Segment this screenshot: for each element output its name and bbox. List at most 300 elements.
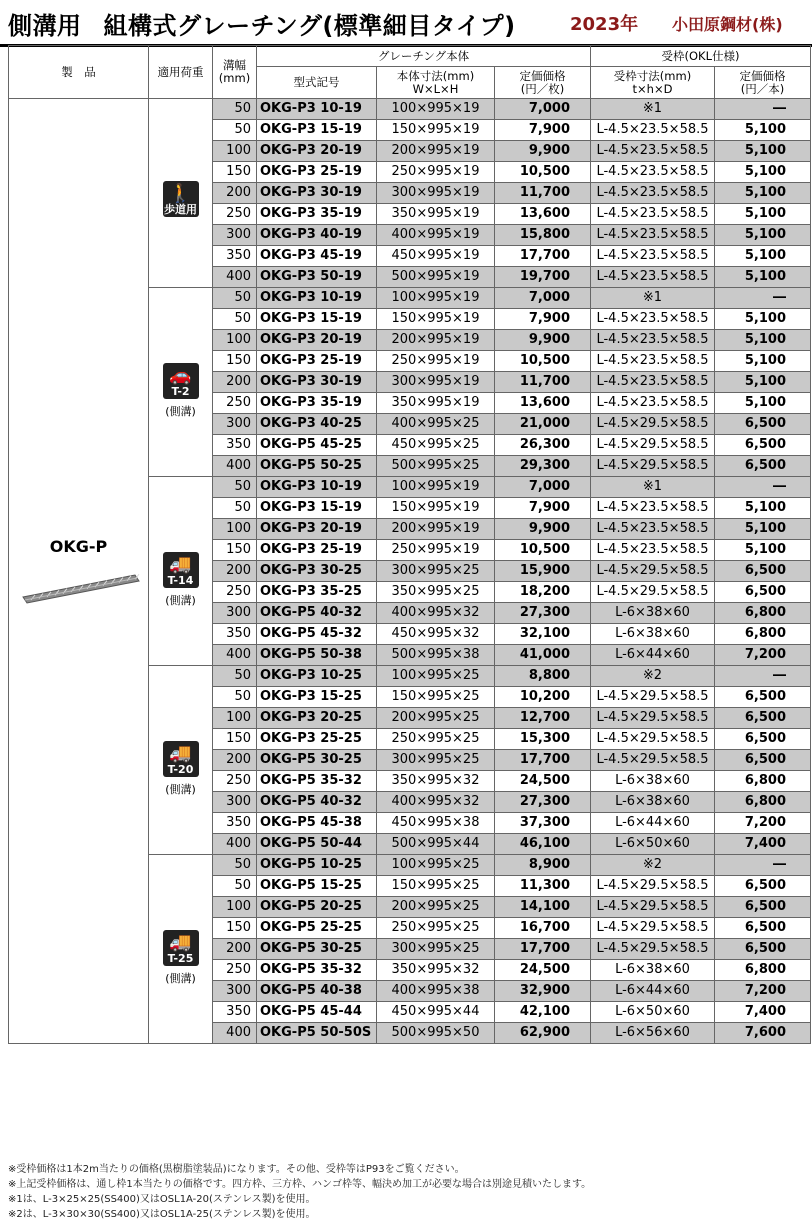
frame-price: 6,500 [715,435,811,456]
load-class-label: T-20 [167,763,194,776]
body-price: 9,900 [495,330,591,351]
frame-price: 5,100 [715,498,811,519]
frame-dimensions: L-4.5×23.5×58.5 [591,330,715,351]
truck-icon: 🚚 T-25 [163,930,199,966]
model-code: OKG-P3 25-19 [257,540,377,561]
channel-width: 200 [213,939,257,960]
channel-width: 200 [213,372,257,393]
channel-width: 100 [213,897,257,918]
model-code: OKG-P3 35-25 [257,582,377,603]
frame-price: 7,400 [715,834,811,855]
body-dimensions: 300×995×19 [377,183,495,204]
model-code: OKG-P3 30-19 [257,183,377,204]
model-code: OKG-P5 40-32 [257,603,377,624]
title-part-1: 側溝用 [8,12,82,40]
body-dimensions: 350×995×25 [377,582,495,603]
frame-price: 6,500 [715,897,811,918]
channel-width: 400 [213,645,257,666]
frame-dimensions: ※2 [591,855,715,876]
frame-price: ― [715,477,811,498]
body-dimensions: 350×995×19 [377,393,495,414]
frame-dimensions: L-6×56×60 [591,1023,715,1044]
frame-dimensions: L-4.5×23.5×58.5 [591,183,715,204]
frame-dimensions: L-4.5×23.5×58.5 [591,309,715,330]
frame-price: 6,500 [715,687,811,708]
channel-width: 50 [213,120,257,141]
load-class-sub: (側溝) [165,594,196,607]
frame-dimensions: L-4.5×29.5×58.5 [591,687,715,708]
model-code: OKG-P5 30-25 [257,939,377,960]
title-part-2: 組構式グレーチング(標準細目タイプ) [103,12,516,40]
body-price: 12,700 [495,708,591,729]
frame-dimensions: L-4.5×23.5×58.5 [591,498,715,519]
body-dimensions: 450×995×38 [377,813,495,834]
header-grating-group: グレーチング本体 [257,46,591,67]
body-dimensions: 150×995×19 [377,120,495,141]
body-dimensions: 250×995×19 [377,351,495,372]
frame-price: 6,500 [715,414,811,435]
channel-width: 100 [213,141,257,162]
frame-dimensions: L-6×44×60 [591,813,715,834]
frame-dimensions: L-4.5×23.5×58.5 [591,225,715,246]
body-price: 13,600 [495,393,591,414]
load-class-cell [149,666,213,855]
body-price: 9,900 [495,141,591,162]
header-body-dim: 本体寸法(mm) W×L×H [377,67,495,99]
frame-dimensions: L-4.5×29.5×58.5 [591,918,715,939]
load-class-label: T-2 [171,385,190,398]
channel-width: 250 [213,582,257,603]
body-price: 17,700 [495,939,591,960]
frame-price: 6,800 [715,771,811,792]
body-price: 24,500 [495,960,591,981]
body-price: 17,700 [495,750,591,771]
model-code: OKG-P3 15-19 [257,309,377,330]
model-code: OKG-P5 50-50S [257,1023,377,1044]
header-frame-price: 定価価格 (円／本) [715,67,811,99]
load-class-cell [149,99,213,288]
body-dimensions: 150×995×25 [377,876,495,897]
price-table [8,45,811,1044]
model-code: OKG-P3 40-19 [257,225,377,246]
frame-dimensions: ※1 [591,288,715,309]
frame-price: 5,100 [715,162,811,183]
frame-dimensions: L-4.5×23.5×58.5 [591,162,715,183]
model-code: OKG-P3 20-19 [257,330,377,351]
channel-width: 50 [213,498,257,519]
title-year: 2023年 [570,14,639,35]
frame-price: 6,500 [715,729,811,750]
channel-width: 50 [213,99,257,120]
body-price: 21,000 [495,414,591,435]
company-name: 小田原鋼材(株) [672,15,783,34]
model-code: OKG-P3 15-19 [257,120,377,141]
channel-width: 250 [213,393,257,414]
model-code: OKG-P5 45-38 [257,813,377,834]
frame-dimensions: L-4.5×29.5×58.5 [591,435,715,456]
frame-dimensions: ※1 [591,477,715,498]
body-dimensions: 300×995×25 [377,939,495,960]
channel-width: 50 [213,666,257,687]
body-price: 7,000 [495,477,591,498]
body-dimensions: 450×995×19 [377,246,495,267]
model-code: OKG-P5 10-25 [257,855,377,876]
channel-width: 150 [213,918,257,939]
frame-dimensions: L-4.5×29.5×58.5 [591,561,715,582]
frame-dimensions: L-4.5×23.5×58.5 [591,540,715,561]
body-price: 10,500 [495,540,591,561]
body-price: 7,900 [495,120,591,141]
channel-width: 350 [213,813,257,834]
model-code: OKG-P5 25-25 [257,918,377,939]
frame-dimensions: ※1 [591,99,715,120]
model-code: OKG-P5 50-25 [257,456,377,477]
frame-price: ― [715,666,811,687]
channel-width: 300 [213,225,257,246]
frame-price: 6,800 [715,792,811,813]
frame-price: 6,500 [715,750,811,771]
channel-width: 50 [213,687,257,708]
body-price: 32,100 [495,624,591,645]
frame-dimensions: L-4.5×29.5×58.5 [591,729,715,750]
footnote: ※上記受枠価格は、通し枠1本当たりの価格です。四方枠、三方枠、ハンゴ枠等、幅決め加工が必要な場合は別途見積いたします。 [8,1179,592,1190]
frame-dimensions: L-6×44×60 [591,981,715,1002]
model-code: OKG-P3 15-25 [257,687,377,708]
model-code: OKG-P5 30-25 [257,750,377,771]
model-code: OKG-P5 40-32 [257,792,377,813]
body-dimensions: 450×995×32 [377,624,495,645]
body-dimensions: 500×995×38 [377,645,495,666]
channel-width: 300 [213,603,257,624]
channel-width: 350 [213,1002,257,1023]
model-code: OKG-P3 40-25 [257,414,377,435]
channel-width: 50 [213,288,257,309]
body-dimensions: 350×995×32 [377,960,495,981]
frame-dimensions: L-6×50×60 [591,1002,715,1023]
body-dimensions: 350×995×19 [377,204,495,225]
channel-width: 100 [213,330,257,351]
frame-price: 5,100 [715,540,811,561]
frame-dimensions: L-4.5×29.5×58.5 [591,897,715,918]
body-price: 10,500 [495,162,591,183]
load-class-label: T-25 [167,952,194,965]
body-dimensions: 150×995×19 [377,498,495,519]
frame-price: 5,100 [715,267,811,288]
body-price: 7,900 [495,309,591,330]
footnote: ※1は、L-3×25×25(SS400)又はOSL1A-20(ステンレス製)を使用。 [8,1194,316,1205]
body-dimensions: 100×995×19 [377,477,495,498]
frame-price: 5,100 [715,183,811,204]
model-code: OKG-P3 20-19 [257,141,377,162]
body-price: 27,300 [495,792,591,813]
frame-price: 6,500 [715,561,811,582]
body-price: 46,100 [495,834,591,855]
channel-width: 250 [213,960,257,981]
header-load: 適用荷重 [149,46,213,99]
body-dimensions: 200×995×19 [377,141,495,162]
frame-price: 5,100 [715,372,811,393]
frame-dimensions: ※2 [591,666,715,687]
body-price: 7,000 [495,99,591,120]
product-cell [9,99,149,1044]
model-code: OKG-P5 50-38 [257,645,377,666]
frame-price: 6,800 [715,624,811,645]
model-code: OKG-P3 30-19 [257,372,377,393]
table-row [9,99,811,120]
body-price: 27,300 [495,603,591,624]
channel-width: 50 [213,855,257,876]
channel-width: 250 [213,204,257,225]
frame-price: ― [715,288,811,309]
body-price: 8,800 [495,666,591,687]
body-dimensions: 450×995×25 [377,435,495,456]
body-price: 37,300 [495,813,591,834]
channel-width: 400 [213,456,257,477]
body-dimensions: 300×995×25 [377,750,495,771]
body-dimensions: 150×995×19 [377,309,495,330]
frame-dimensions: L-4.5×29.5×58.5 [591,750,715,771]
model-code: OKG-P3 35-19 [257,393,377,414]
body-dimensions: 500×995×50 [377,1023,495,1044]
frame-price: 5,100 [715,246,811,267]
body-dimensions: 100×995×25 [377,855,495,876]
grating-image [17,569,141,605]
body-dimensions: 200×995×25 [377,897,495,918]
body-price: 26,300 [495,435,591,456]
header-frame-dim: 受枠寸法(mm) t×h×D [591,67,715,99]
body-price: 15,300 [495,729,591,750]
body-price: 7,000 [495,288,591,309]
body-dimensions: 200×995×25 [377,708,495,729]
channel-width: 400 [213,1023,257,1044]
frame-price: 7,400 [715,1002,811,1023]
frame-price: 5,100 [715,204,811,225]
frame-dimensions: L-6×38×60 [591,792,715,813]
frame-price: 6,500 [715,456,811,477]
body-price: 13,600 [495,204,591,225]
model-code: OKG-P3 50-19 [257,267,377,288]
page-title [8,6,538,41]
model-code: OKG-P5 35-32 [257,960,377,981]
frame-dimensions: L-4.5×29.5×58.5 [591,708,715,729]
frame-dimensions: L-4.5×23.5×58.5 [591,519,715,540]
body-price: 41,000 [495,645,591,666]
model-code: OKG-P5 20-25 [257,897,377,918]
body-price: 11,700 [495,372,591,393]
model-code: OKG-P3 35-19 [257,204,377,225]
body-dimensions: 100×995×19 [377,99,495,120]
model-code: OKG-P5 50-44 [257,834,377,855]
load-class-sub: (側溝) [165,972,196,985]
frame-dimensions: L-4.5×29.5×58.5 [591,414,715,435]
header-product: 製 品 [9,46,149,99]
body-dimensions: 150×995×25 [377,687,495,708]
channel-width: 300 [213,981,257,1002]
frame-price: 6,500 [715,708,811,729]
load-class-label: 歩道用 [164,203,197,216]
body-dimensions: 450×995×44 [377,1002,495,1023]
channel-width: 300 [213,792,257,813]
frame-price: 5,100 [715,351,811,372]
footnotes [8,1162,591,1222]
frame-dimensions: L-6×44×60 [591,645,715,666]
frame-price: ― [715,99,811,120]
car-icon: 🚗 T-2 [163,363,199,399]
pedestrian-icon: 🚶 歩道用 [164,183,197,216]
frame-dimensions: L-6×38×60 [591,771,715,792]
price-table-body [9,99,811,1044]
channel-width: 150 [213,729,257,750]
frame-dimensions: L-4.5×23.5×58.5 [591,351,715,372]
body-price: 16,700 [495,918,591,939]
model-code: OKG-P3 10-25 [257,666,377,687]
body-price: 42,100 [495,1002,591,1023]
body-dimensions: 400×995×32 [377,792,495,813]
body-dimensions: 300×995×19 [377,372,495,393]
model-code: OKG-P5 15-25 [257,876,377,897]
model-code: OKG-P3 20-19 [257,519,377,540]
frame-dimensions: L-6×38×60 [591,603,715,624]
model-code: OKG-P3 25-25 [257,729,377,750]
frame-price: 5,100 [715,309,811,330]
frame-dimensions: L-4.5×23.5×58.5 [591,267,715,288]
frame-price: 7,200 [715,813,811,834]
channel-width: 100 [213,519,257,540]
header-body-price: 定価価格 (円／枚) [495,67,591,99]
model-code: OKG-P3 15-19 [257,498,377,519]
model-code: OKG-P5 45-32 [257,624,377,645]
frame-dimensions: L-4.5×23.5×58.5 [591,204,715,225]
body-price: 19,700 [495,267,591,288]
model-code: OKG-P5 40-38 [257,981,377,1002]
body-price: 11,700 [495,183,591,204]
channel-width: 350 [213,624,257,645]
body-dimensions: 250×995×25 [377,729,495,750]
truck-icon: 🚚 T-14 [163,552,199,588]
load-class-label: T-14 [167,574,194,587]
title-bar [0,0,812,47]
frame-dimensions: L-4.5×29.5×58.5 [591,456,715,477]
frame-dimensions: L-4.5×23.5×58.5 [591,393,715,414]
model-code: OKG-P5 45-44 [257,1002,377,1023]
body-dimensions: 400×995×19 [377,225,495,246]
body-dimensions: 100×995×19 [377,288,495,309]
body-dimensions: 350×995×32 [377,771,495,792]
frame-price: 6,800 [715,603,811,624]
body-dimensions: 100×995×25 [377,666,495,687]
frame-dimensions: L-4.5×23.5×58.5 [591,120,715,141]
frame-dimensions: L-6×38×60 [591,624,715,645]
frame-price: 5,100 [715,141,811,162]
channel-width: 400 [213,834,257,855]
body-dimensions: 400×995×32 [377,603,495,624]
body-price: 11,300 [495,876,591,897]
body-price: 8,900 [495,855,591,876]
truck-icon: 🚚 T-20 [163,741,199,777]
load-class-sub: (側溝) [165,405,196,418]
channel-width: 150 [213,162,257,183]
body-dimensions: 250×995×19 [377,540,495,561]
body-dimensions: 250×995×19 [377,162,495,183]
model-code: OKG-P3 10-19 [257,288,377,309]
channel-width: 200 [213,750,257,771]
channel-width: 100 [213,708,257,729]
frame-price: ― [715,855,811,876]
channel-width: 150 [213,540,257,561]
body-dimensions: 200×995×19 [377,330,495,351]
body-dimensions: 300×995×25 [377,561,495,582]
channel-width: 50 [213,309,257,330]
model-code: OKG-P3 25-19 [257,351,377,372]
body-price: 14,100 [495,897,591,918]
frame-price: 7,200 [715,981,811,1002]
body-dimensions: 250×995×25 [377,918,495,939]
frame-price: 5,100 [715,519,811,540]
frame-price: 7,600 [715,1023,811,1044]
frame-price: 6,500 [715,918,811,939]
channel-width: 400 [213,267,257,288]
load-class-cell [149,477,213,666]
product-name: OKG-P [49,537,108,556]
model-code: OKG-P3 25-19 [257,162,377,183]
load-class-cell [149,288,213,477]
frame-price: 5,100 [715,120,811,141]
header-model: 型式記号 [257,67,377,99]
frame-dimensions: L-4.5×29.5×58.5 [591,876,715,897]
body-dimensions: 500×995×25 [377,456,495,477]
body-dimensions: 200×995×19 [377,519,495,540]
load-class-cell [149,855,213,1044]
body-price: 15,900 [495,561,591,582]
model-code: OKG-P3 45-19 [257,246,377,267]
load-class-sub: (側溝) [165,783,196,796]
model-code: OKG-P3 30-25 [257,561,377,582]
body-price: 18,200 [495,582,591,603]
frame-price: 5,100 [715,330,811,351]
model-code: OKG-P3 20-25 [257,708,377,729]
frame-price: 6,500 [715,582,811,603]
model-code: OKG-P5 45-25 [257,435,377,456]
body-dimensions: 500×995×44 [377,834,495,855]
channel-width: 50 [213,876,257,897]
channel-width: 250 [213,771,257,792]
frame-price: 6,500 [715,939,811,960]
body-price: 17,700 [495,246,591,267]
frame-dimensions: L-4.5×23.5×58.5 [591,141,715,162]
body-price: 62,900 [495,1023,591,1044]
channel-width: 200 [213,183,257,204]
body-price: 7,900 [495,498,591,519]
frame-price: 5,100 [715,225,811,246]
frame-price: 7,200 [715,645,811,666]
frame-dimensions: L-4.5×23.5×58.5 [591,246,715,267]
body-price: 15,800 [495,225,591,246]
frame-dimensions: L-6×38×60 [591,960,715,981]
body-price: 9,900 [495,519,591,540]
model-code: OKG-P3 10-19 [257,477,377,498]
body-price: 10,500 [495,351,591,372]
body-dimensions: 400×995×38 [377,981,495,1002]
body-price: 32,900 [495,981,591,1002]
frame-dimensions: L-4.5×29.5×58.5 [591,939,715,960]
body-dimensions: 400×995×25 [377,414,495,435]
model-code: OKG-P3 10-19 [257,99,377,120]
model-code: OKG-P5 35-32 [257,771,377,792]
channel-width: 350 [213,246,257,267]
body-price: 10,200 [495,687,591,708]
footnote: ※受枠価格は1本2m当たりの価格(黒樹脂塗装品)になります。その他、受枠等はP93をご覧ください。 [8,1164,465,1175]
frame-price: 6,500 [715,876,811,897]
